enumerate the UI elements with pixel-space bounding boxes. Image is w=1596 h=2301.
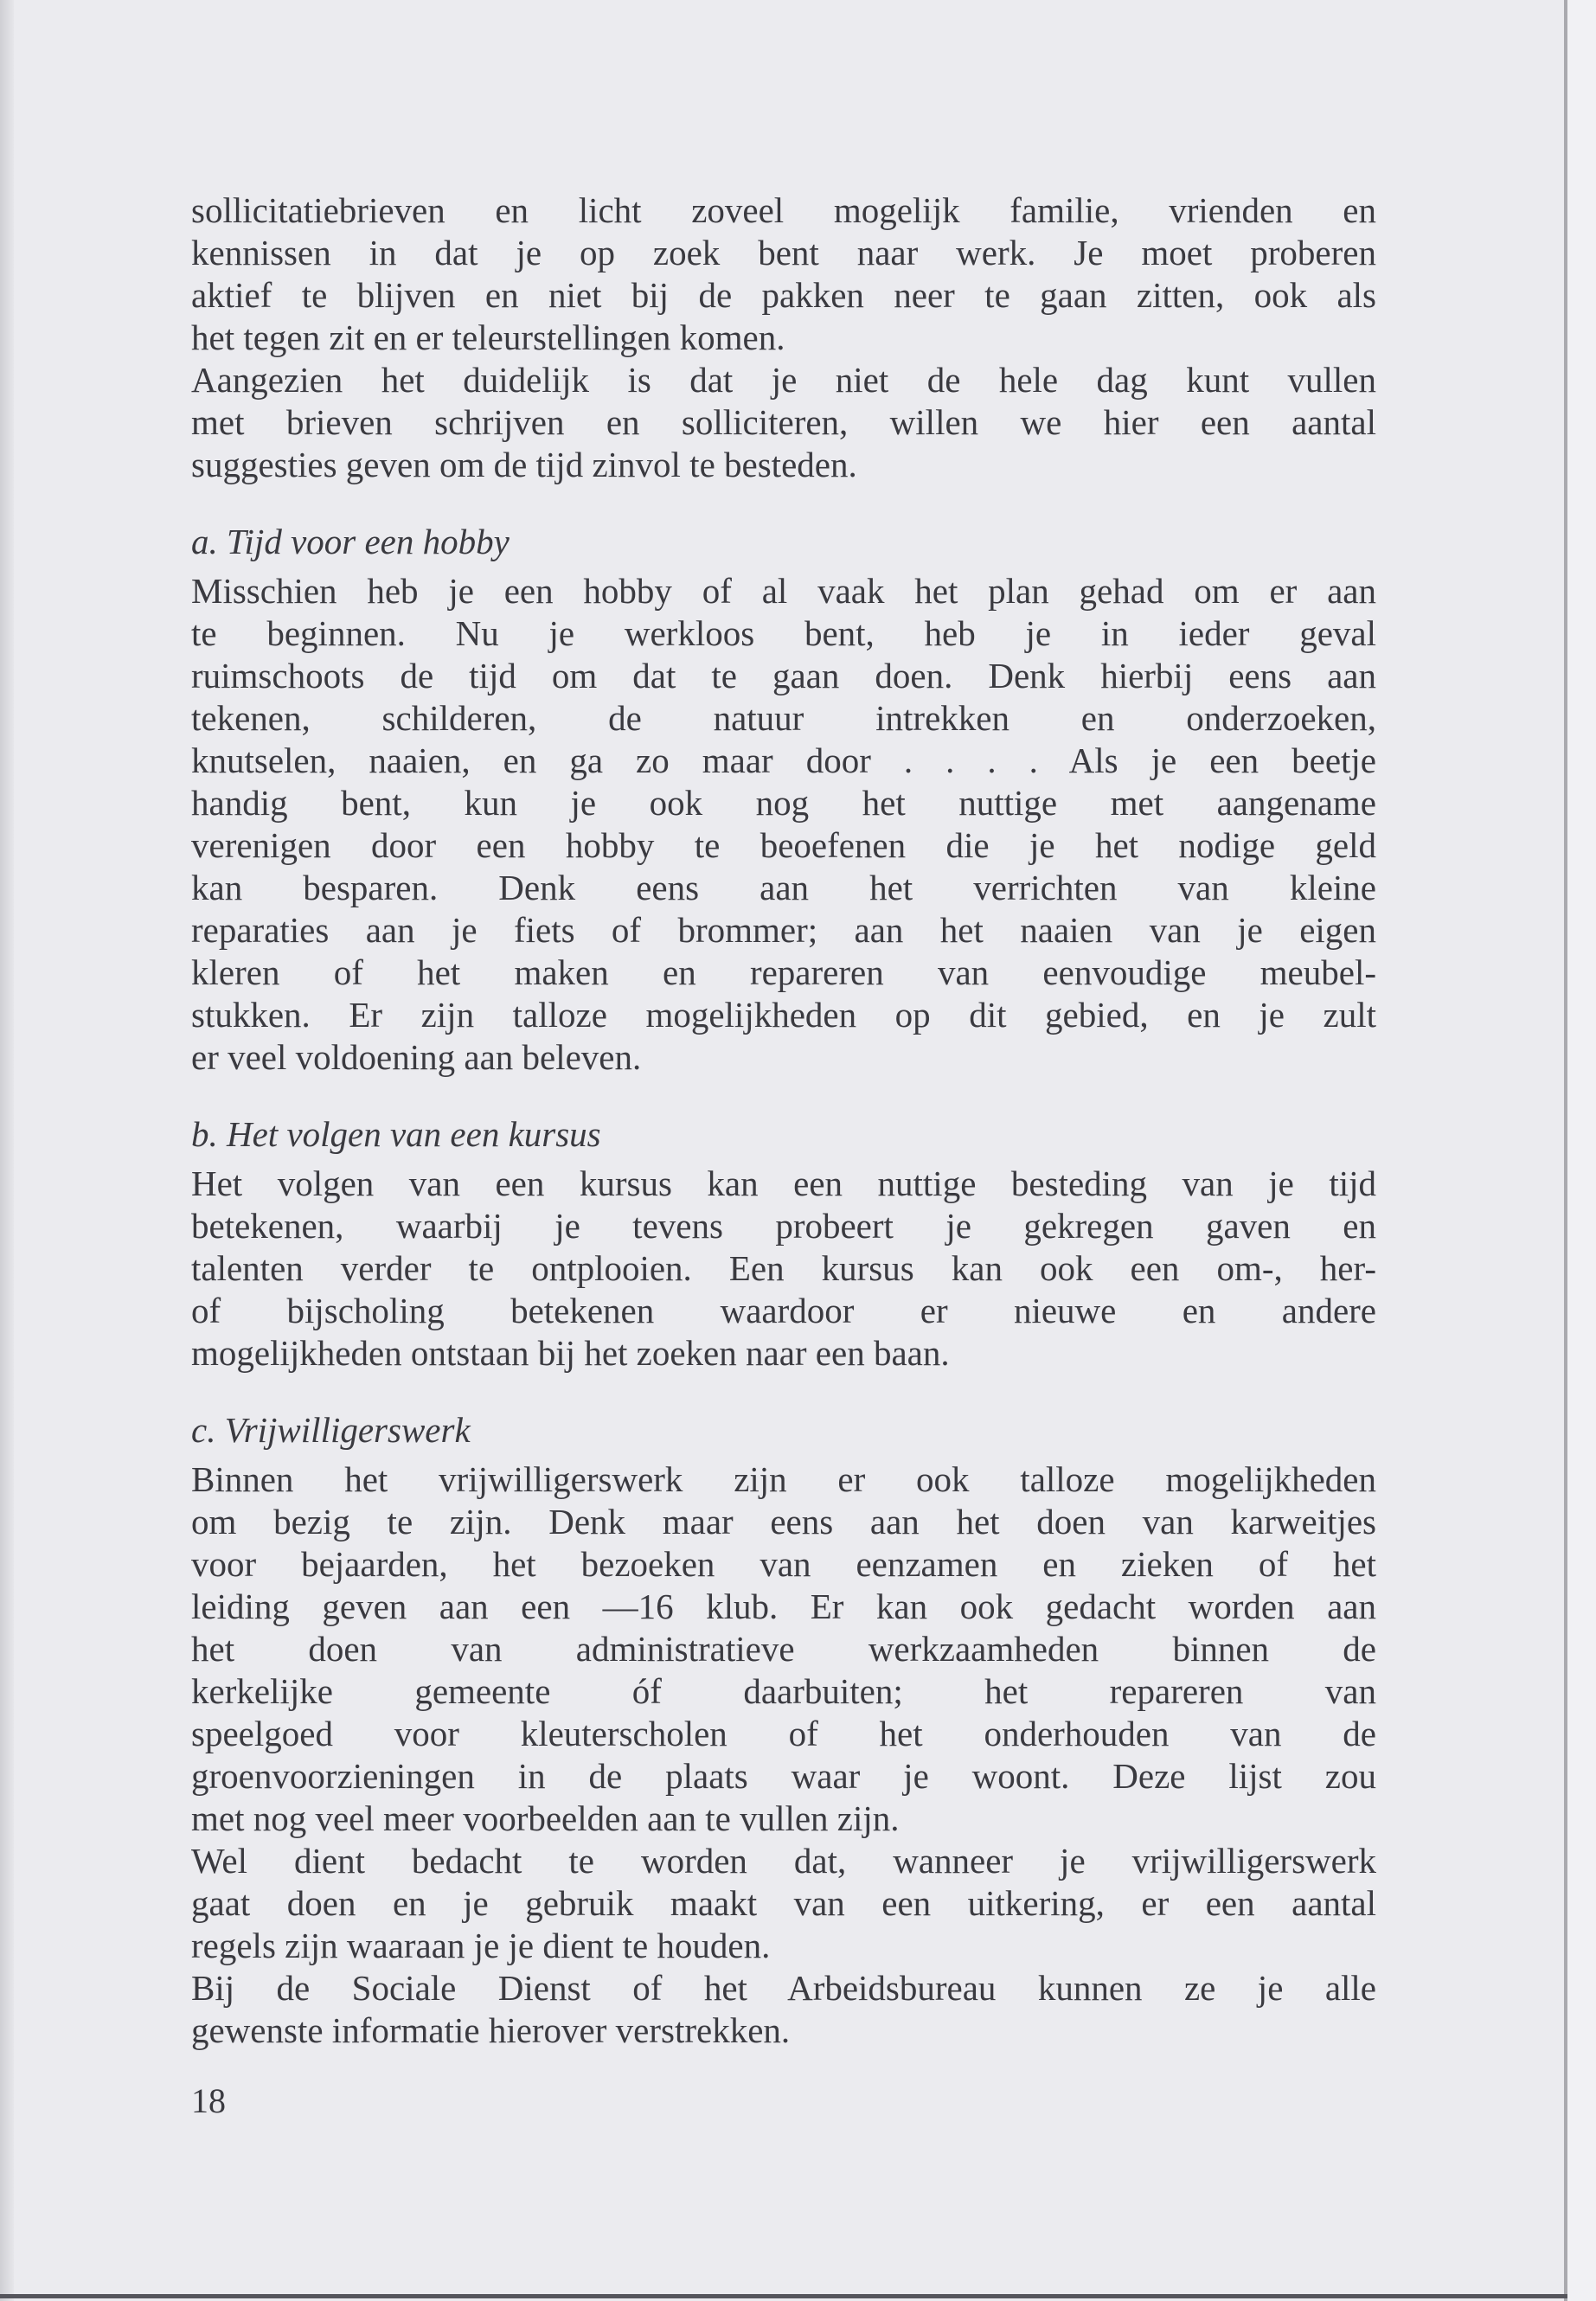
text-line: er veel voldoening aan beleven. [191, 1037, 642, 1077]
text-line: reparaties aan je fiets of brommer; aan het naaien van je eigen [191, 910, 1376, 950]
text-line: kennissen in dat je op zoek bent naar werk. Je moet proberen [191, 233, 1376, 272]
text-line: kleren of het maken en repareren van eenvoudige meubel- [191, 952, 1376, 992]
text-line: kan besparen. Denk eens aan het verrichten van kleine [191, 868, 1376, 907]
page-right-edge [1564, 0, 1567, 2301]
scan-left-edge [0, 0, 14, 2301]
text-line: kerkelijke gemeente óf daarbuiten; het repareren van [191, 1671, 1376, 1711]
text-line: tekenen, schilderen, de natuur intrekken en onderzoeken, [191, 698, 1376, 738]
text-line: Wel dient bedacht te worden dat, wanneer je vrijwilligerswerk [191, 1841, 1376, 1881]
text-line: suggesties geven om de tijd zinvol te besteden. [191, 445, 857, 484]
text-line: ruimschoots de tijd om dat te gaan doen. Denk hierbij eens aan [191, 656, 1376, 695]
section-heading: b. Het volgen van een kursus [191, 1114, 601, 1154]
text-line: Het volgen van een kursus kan een nuttige besteding van je tijd [191, 1163, 1376, 1203]
text-line: met nog veel meer voorbeelden aan te vullen zijn. [191, 1798, 900, 1838]
text-line: Bij de Sociale Dienst of het Arbeidsbureau kunnen ze je alle [191, 1968, 1376, 2008]
section-heading: a. Tijd voor een hobby [191, 522, 510, 561]
text-line: te beginnen. Nu je werkloos bent, heb je in ieder geval [191, 613, 1376, 653]
text-line: aktief te blijven en niet bij de pakken neer te gaan zitten, ook als [191, 275, 1376, 315]
text-line: talenten verder te ontplooien. Een kursus kan ook een om-, her- [191, 1248, 1376, 1288]
paragraph [191, 1840, 1376, 1967]
text-line: om bezig te zijn. Denk maar eens aan het doen van karweitjes [191, 1502, 1376, 1541]
text-line: mogelijkheden ontstaan bij het zoeken naar een baan. [191, 1333, 950, 1373]
text-line: gaat doen en je gebruik maakt van een uitkering, er een aantal [191, 1883, 1376, 1923]
page-body [191, 189, 1376, 2052]
text-line: leiding geven aan een —16 klub. Er kan ook gedacht worden aan [191, 1586, 1376, 1626]
text-line: Binnen het vrijwilligerswerk zijn er ook talloze mogelijkheden [191, 1459, 1376, 1499]
text-line: Misschien heb je een hobby of al vaak het plan gehad om er aan [191, 571, 1376, 611]
page-bottom-edge [0, 2294, 1567, 2298]
paragraph [191, 189, 1376, 359]
text-line: groenvoorzieningen in de plaats waar je woont. Deze lijst zou [191, 1756, 1376, 1796]
text-line: speelgoed voor kleuterscholen of het onderhouden van de [191, 1714, 1376, 1753]
text-line: het doen van administratieve werkzaamheden binnen de [191, 1629, 1376, 1669]
text-line: met brieven schrijven en solliciteren, willen we hier een aantal [191, 402, 1376, 442]
text-line: betekenen, waarbij je tevens probeert je gekregen gaven en [191, 1206, 1376, 1246]
page-number: 18 [191, 2081, 226, 2120]
paragraph [191, 570, 1376, 1079]
text-line: regels zijn waaraan je je dient te houden. [191, 1926, 771, 1965]
text-line: stukken. Er zijn talloze mogelijkheden op dit gebied, en je zult [191, 995, 1376, 1035]
paragraph [191, 1163, 1376, 1375]
text-line: sollicitatiebrieven en licht zoveel mogelijk familie, vrienden en [191, 190, 1376, 230]
paragraph [191, 1967, 1376, 2052]
text-line: handig bent, kun je ook nog het nuttige met aangename [191, 783, 1376, 823]
text-line: Aangezien het duidelijk is dat je niet de hele dag kunt vullen [191, 360, 1376, 400]
text-line: voor bejaarden, het bezoeken van eenzamen en zieken of het [191, 1544, 1376, 1584]
text-line: verenigen door een hobby te beoefenen die je het nodige geld [191, 825, 1376, 865]
paragraph [191, 1458, 1376, 1840]
text-line: het tegen zit en er teleurstellingen komen. [191, 317, 785, 357]
paragraph [191, 359, 1376, 486]
text-line: of bijscholing betekenen waardoor er nieuwe en andere [191, 1291, 1376, 1330]
scan-right-margin [1567, 0, 1596, 2301]
text-line: knutselen, naaien, en ga zo maar door . . . . Als je een beetje [191, 740, 1376, 780]
section-heading: c. Vrijwilligerswerk [191, 1410, 471, 1450]
text-line: gewenste informatie hierover verstrekken. [191, 2010, 791, 2050]
